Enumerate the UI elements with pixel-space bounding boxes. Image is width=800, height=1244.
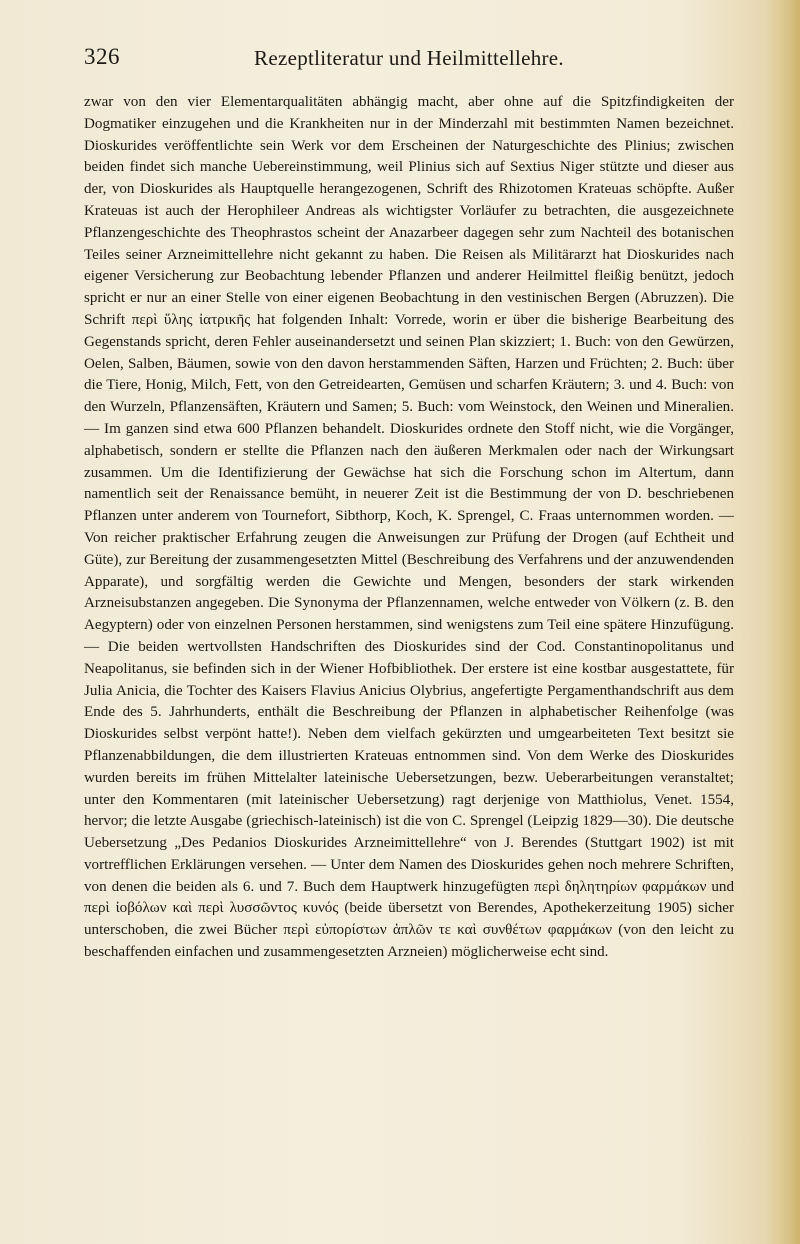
paragraph: zwar von den vier Elementarqualitäten abhängig macht, aber ohne auf die Spitzfindigkeiten der Dogmatiker einzugehen und die Krankheiten nur in der Minderzahl mit bestimmten Namen bezeichnet. Dioskurides veröffentlichte sein Werk vor dem Erscheinen der Naturgeschichte des Plinius; zwischen beiden findet sich manche Uebereinstimmung, weil Plinius sich auf Sextius Niger stützte und dieser aus der, von Dioskurides als Hauptquelle herangezogenen, Schrift des Rhizotomen Krateuas schöpfte. Außer Krateuas ist auch der Herophileer Andreas als wichtigster Vorläufer zu betrachten, die ausgezeichnete Pflanzengeschichte des Theophrastos scheint der Anazarbeer dagegen sehr zum Nachteil des botanischen Teiles seiner Arzneimittellehre nicht gekannt zu haben. Die Reisen als Militärarzt hat Dioskurides nach eigener Versicherung zur Beobachtung lebender Pflanzen und anderer Heilmittel fleißig benützt, jedoch spricht er nur an einer Stelle von einer eigenen Beobachtung in den vestinischen Bergen (Abruzzen). Die Schrift περὶ ὕλης ἰατρικῆς hat folgenden Inhalt: Vorrede, worin er über die bisherige Bearbeitung des Gegenstands spricht, deren Fehler auseinandersetzt und seinen Plan skizziert; 1. Buch: von den Gewürzen, Oelen, Salben, Bäumen, sowie von den davon herstammenden Säften, Harzen und Früchten; 2. Buch: über die Tiere, Honig, Milch, Fett, von den Getreidearten, Gemüsen und scharfen Kräutern; 3. und 4. Buch: von den Wurzeln, Pflanzensäften, Kräutern und Samen; 5. Buch: vom Weinstock, den Weinen und Mineralien. — Im ganzen sind etwa 600 Pflanzen behandelt. Dioskurides ordnete den Stoff nicht, wie die Vorgänger, alphabetisch, sondern er stellte die Pflanzen nach den äußeren Merkmalen oder nach der Wirkungsart zusammen. Um die Identifizierung der Gewächse hat sich die Forschung schon im Altertum, dann namentlich seit der Renaissance bemüht, in neuerer Zeit ist die Bestimmung der von D. beschriebenen Pflanzen unter anderem von Tournefort, Sibthorp, Koch, K. Sprengel, C. Fraas unternommen worden. — Von reicher praktischer Erfahrung zeugen die Anweisungen zur Prüfung der Drogen (auf Echtheit und Güte), zur Bereitung der zusammengesetzten Mittel (Beschreibung des Verfahrens und der anzuwendenden Apparate), und sorgfältig werden die Gewichte und Mengen, besonders der stark wirkenden Arzneisubstanzen angegeben. Die Synonyma der Pflanzennamen, welche entweder von Völkern (z. B. den Aegyptern) oder von einzelnen Personen herstammen, sind wenigstens zum Teil eine spätere Hinzufügung. — Die beiden wertvollsten Handschriften des Dioskurides sind der Cod. Constantinopolitanus und Neapolitanus, sie befinden sich in der Wiener Hofbibliothek. Der erstere ist eine kostbar ausgestattete, für Julia Anicia, die Tochter des Kaisers Flavius Anicius Olybrius, angefertigte Pergamenthandschrift aus dem Ende des 5. Jahrhunderts, enthält die Beschreibung der Pflanzen in alphabetischer Reihenfolge (was Dioskurides selbst verpönt hatte!). Neben dem vielfach gekürzten und umgearbeiteten Text besitzt sie Pflanzenabbildungen, die dem illustrierten Krateuas entnommen sind. Von dem Werke des Dioskurides wurden bereits im frühen Mittelalter lateinische Uebersetzungen, bezw. Ueberarbeitungen veranstaltet; unter den Kommentaren (mit lateinischer Uebersetzung) ragt derjenige von Matthiolus, Venet. 1554, hervor; die letzte Ausgabe (griechisch-lateinisch) ist die von C. Sprengel (Leipzig 1829—30). Die deutsche Uebersetzung „Des Pedanios Dioskurides Arzneimittellehre“ von J. Berendes (Stuttgart 1902) ist mit vortrefflichen Erklärungen versehen. — Unter dem Namen des Dioskurides gehen noch mehrere Schriften, von denen die beiden als 6. und 7. Buch dem Hauptwerk hinzugefügten περὶ δηλητηρίων φαρμάκων und περὶ ἰοβόλων καὶ περὶ λυσσῶντος κυνός (beide übersetzt von Berendes, Apothekerzeitung 1905) sicher unterschoben, die zwei Bücher περὶ εὐπορίστων ἁπλῶν τε καὶ συνθέτων φαρμάκων (von den leicht zu beschaffenden einfachen und zusammengesetzten Arzneien) möglicherweise echt sind. bbox=[84, 94, 734, 961]
page-number: 326 bbox=[84, 44, 120, 69]
body-text bbox=[84, 92, 734, 964]
running-title: Rezeptliteratur und Heilmittellehre. bbox=[254, 46, 564, 70]
page-edge-shading bbox=[766, 0, 800, 1244]
page-header bbox=[84, 44, 734, 74]
